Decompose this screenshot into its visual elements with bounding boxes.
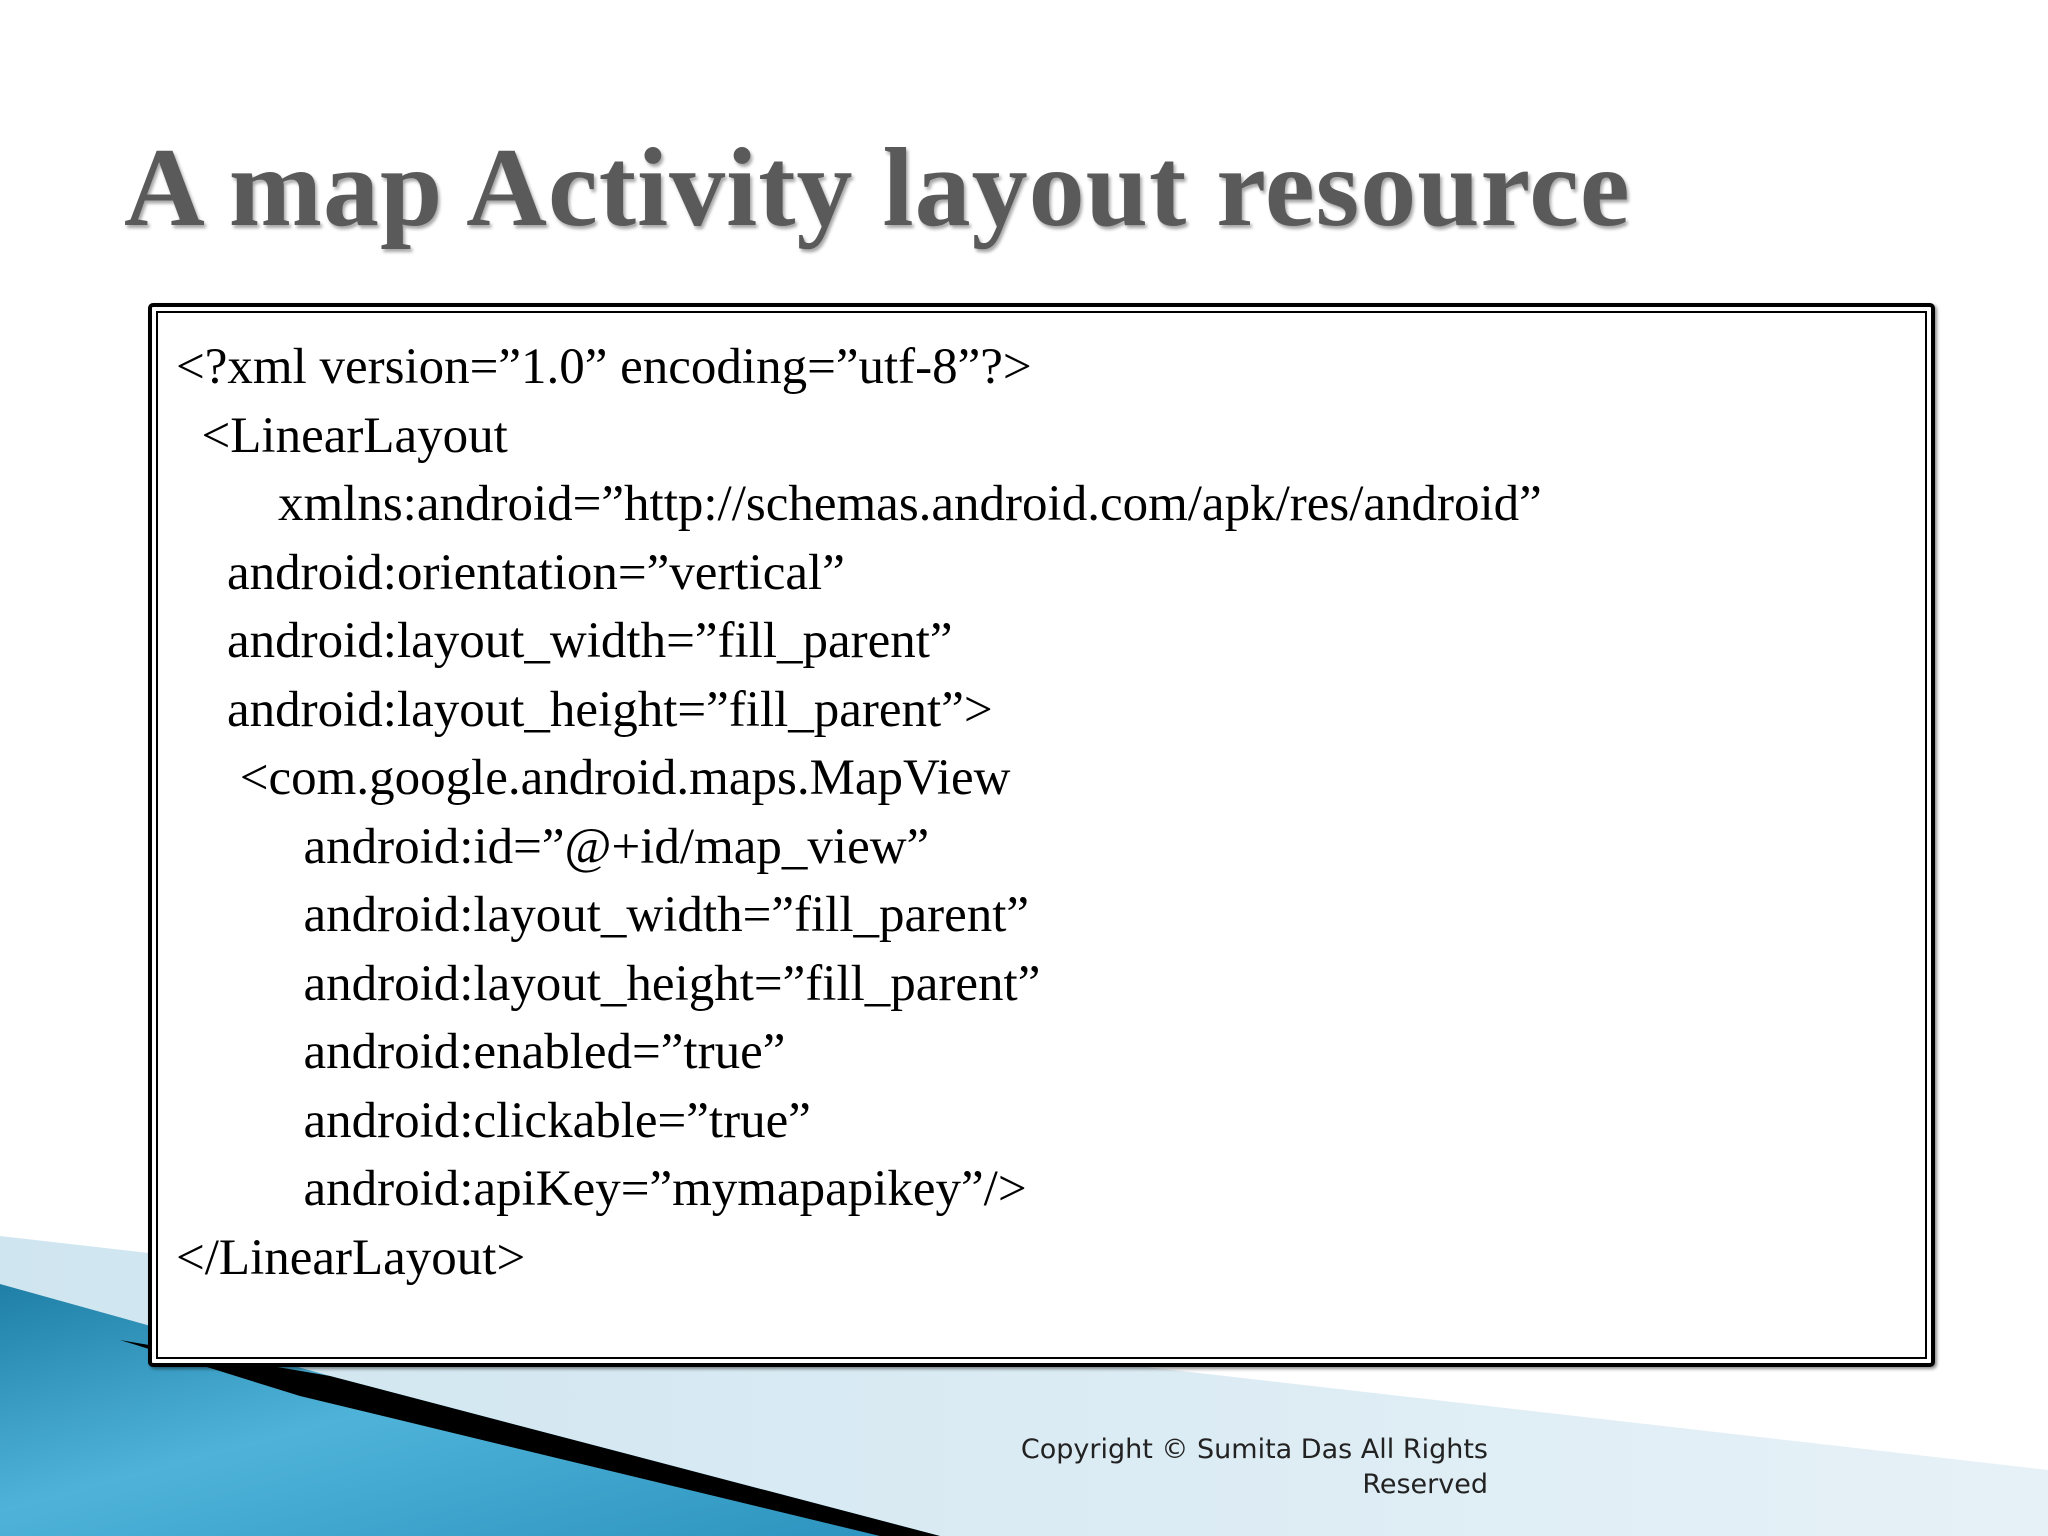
- code-box-inner: [156, 311, 1927, 1359]
- copyright-line-2: Reserved: [1362, 1469, 1488, 1500]
- code-line: <LinearLayout: [176, 407, 508, 464]
- copyright-line-1: Copyright © Sumita Das All Rights: [1020, 1434, 1488, 1465]
- xml-code-block: [176, 333, 1542, 1292]
- code-line: android:layout_height=”fill_parent”: [176, 955, 1041, 1012]
- code-line: android:apiKey=”mymapapikey”/>: [176, 1161, 1027, 1217]
- code-line: </LinearLayout>: [176, 1229, 526, 1286]
- code-line: android:layout_width=”fill_parent”: [176, 613, 953, 669]
- code-line: android:layout_width=”fill_parent”: [176, 887, 1030, 943]
- code-line: xmlns:android=”http://schemas.android.com/apk/res/android”: [176, 476, 1542, 532]
- code-line: android:enabled=”true”: [176, 1024, 786, 1080]
- slide-title: A map Activity layout resource: [124, 126, 1631, 250]
- code-line: android:orientation=”vertical”: [176, 544, 845, 601]
- copyright-notice: [980, 1432, 1488, 1502]
- code-box: [148, 303, 1935, 1367]
- code-line: <?xml version=”1.0” encoding=”utf-8”?>: [176, 339, 1032, 395]
- code-line: android:id=”@+id/map_view”: [176, 818, 930, 875]
- code-line: <com.google.android.maps.MapView: [176, 750, 1011, 806]
- code-line: android:clickable=”true”: [176, 1092, 811, 1149]
- code-line: android:layout_height=”fill_parent”>: [176, 681, 993, 738]
